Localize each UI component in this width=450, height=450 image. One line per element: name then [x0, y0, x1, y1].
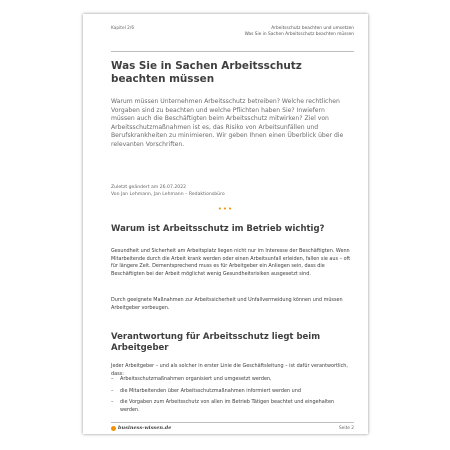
authors: Von Jan Lehmann, Jan Lehmann – Redaktionsbüro: [111, 192, 225, 198]
chapter-label: Kapitel 2/6: [111, 26, 135, 31]
section-divider: •••: [217, 205, 234, 213]
article-title: Was Sie in Sachen Arbeitsschutz beachten müssen: [111, 60, 302, 85]
running-title-line1: Arbeitsschutz beachten und umsetzen: [271, 26, 354, 31]
section-heading-responsibility: Verantwortung für Arbeitsschutz liegt beim Arbeitgeber: [111, 332, 321, 353]
page-number: Seite 2: [339, 426, 354, 431]
running-title: [245, 26, 354, 37]
list-item: – die Vorgaben zum Arbeitsschutz von allen im Betrieb Tätigen beachtet und eingehalten werden.: [111, 399, 351, 414]
responsibility-list: [111, 376, 351, 418]
brand-logo: [111, 425, 171, 431]
page-header: [111, 26, 354, 52]
brand-name: business-wissen.de: [118, 425, 172, 431]
section-heading-why: Warum ist Arbeitsschutz im Betrieb wichtig?: [111, 224, 325, 234]
section-why-para2: Durch geeignete Maßnahmen zur Arbeitssicherheit und Unfallvermeidung können und müssen Arbeitgeber vorbeugen.: [111, 297, 343, 311]
section-responsibility-para1: Jeder Arbeitgeber – und als solcher in erster Linie die Geschäftsleitung – ist dafür verantwortlich, dass:: [111, 363, 348, 377]
brand-dot-icon: [111, 426, 116, 431]
list-item: – Arbeitsschutzmaßnahmen organisiert und umgesetzt werden,: [111, 376, 351, 384]
article-lead: Warum müssen Unternehmen Arbeitsschutz betreiben? Welche rechtlichen Vorgaben sind zu beachten und welche Pflichten haben Sie? Inwiefern müssen auch die Beschäftigten beim Arbeitsschutz mitwirken? Ziel von Arbeitsschutzmaßnahmen ist es, das Risiko von Arbeitsunfällen und Berufskrankheiten zu minimieren. Wir geben Ihnen einen Überblick über die relevanten Vorschriften.: [111, 98, 344, 148]
footer-divider: [111, 422, 354, 423]
document-page: [83, 14, 368, 434]
section-why-para1: Gesundheit und Sicherheit am Arbeitsplatz liegen nicht nur im Interesse der Beschäftigten. Wenn Mitarbeitende durch die Arbeit krank werden oder einen Arbeitsunfall erleiden, fallen sie aus – oft für längere Zeit. Dementsprechend muss es für Arbeitgeber ein Anliegen sein, dass die Beschäftigten bei der Arbeit möglichst wenig Gesundheitsrisiken ausgesetzt sind.: [111, 248, 351, 277]
list-item: – die Mitarbeitenden über Arbeitsschutzmaßnahmen informiert werden und: [111, 388, 351, 396]
last-updated: Zuletzt geändert am 26.07.2022: [111, 185, 187, 190]
running-title-line2: Was Sie in Sachen Arbeitsschutz beachten müssen: [244, 31, 354, 37]
article-meta: [111, 184, 225, 198]
